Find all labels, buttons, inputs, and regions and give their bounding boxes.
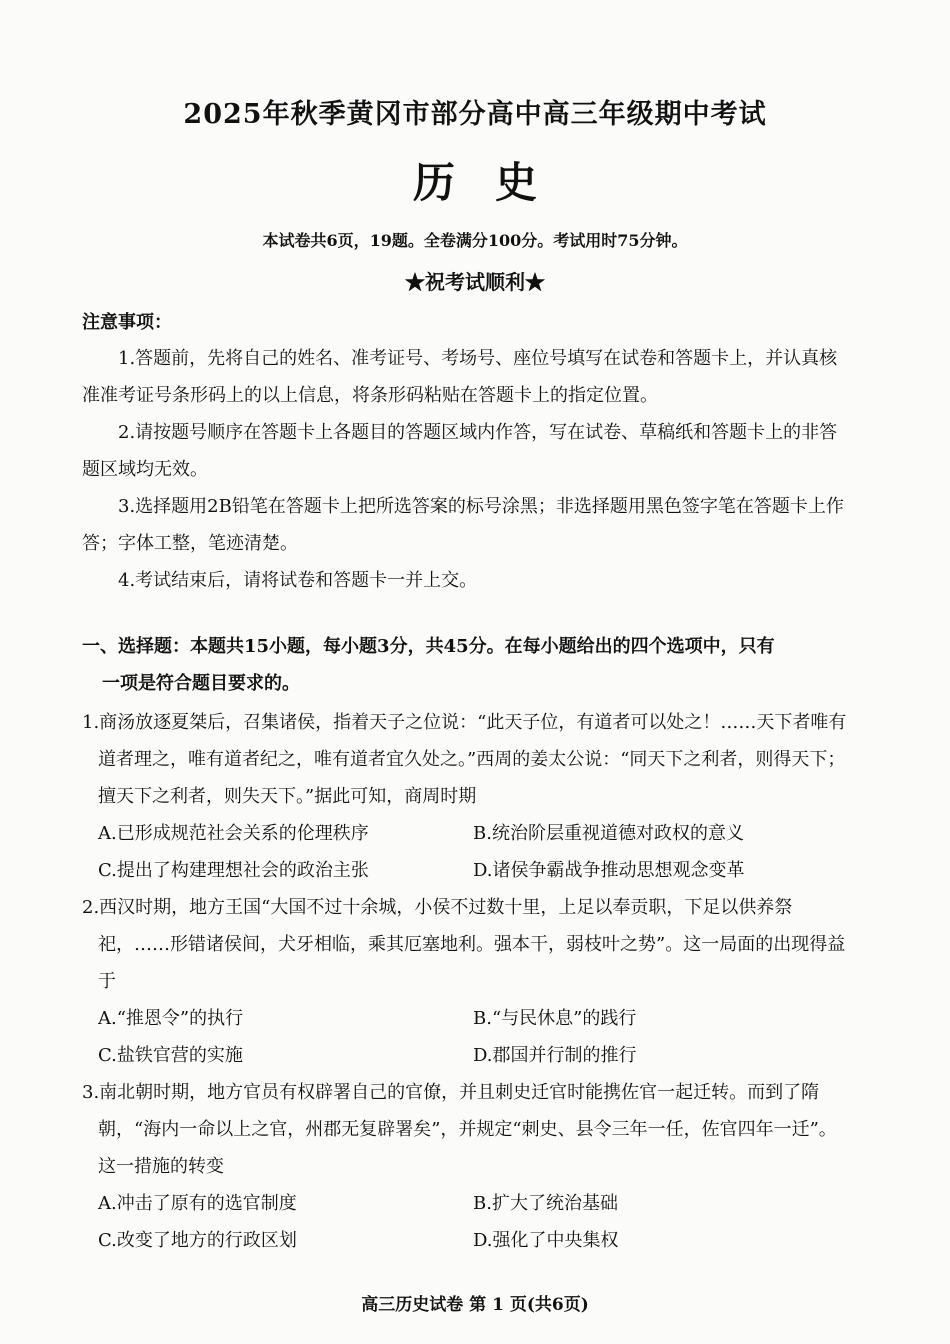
option-row	[82, 852, 852, 889]
option-d: D.强化了中央集权	[473, 1230, 619, 1251]
option-a: A.“推恩令”的执行	[98, 1008, 244, 1029]
option-row	[82, 1222, 852, 1259]
notice-item: 4.考试结束后，请将试卷和答题卡一并上交。	[118, 570, 478, 591]
page-footer: 高三历史试卷 第 1 页(共6页)	[361, 1295, 589, 1315]
option-c: C.盐铁官营的实施	[98, 1045, 243, 1066]
notice-item: 1.答题前，先将自己的姓名、准考证号、考场号、座位号填写在试卷和答题卡上，并认真核准准考证号条形码上的以上信息，将条形码粘贴在答题卡上的指定位置。	[82, 348, 838, 406]
option-b: B.“与民休息”的践行	[473, 1008, 637, 1029]
option-row	[82, 1000, 852, 1037]
option-d: D.郡国并行制的推行	[473, 1045, 637, 1066]
question-3	[82, 1074, 852, 1259]
option-a: A.冲击了原有的选官制度	[98, 1193, 297, 1214]
subject-title: 历史	[412, 158, 577, 207]
option-b: B.扩大了统治基础	[473, 1193, 618, 1214]
notice-item: 3.选择题用2B铅笔在答题卡上把所选答案的标号涂黑；非选择题用黑色签字笔在答题卡上作答；字体工整，笔迹清楚。	[82, 496, 844, 554]
section-heading	[82, 628, 852, 702]
blessing-line: ★祝考试顺利★	[405, 270, 545, 294]
section-heading-line2: 一项是符合题目要求的。	[102, 673, 300, 694]
section-heading-line1: 一、选择题：本题共15小题，每小题3分，共45分。在每小题给出的四个选项中，只有	[82, 636, 775, 657]
question-stem: 2.西汉时期，地方王国“大国不过十余城，小侯不过数十里，上足以奉贡职，下足以供养祭祀，……形错诸侯间，犬牙相临，乘其厄塞地利。强本干，弱枝叶之势”。这一局面的出现得益于	[82, 897, 846, 992]
exam-title: 2025年秋季黄冈市部分高中高三年级期中考试	[183, 99, 767, 130]
option-d: D.诸侯争霸战争推动思想观念变革	[473, 860, 745, 881]
option-c: C.提出了构建理想社会的政治主张	[98, 860, 369, 881]
question-list	[82, 704, 852, 1259]
option-row	[82, 815, 852, 852]
notice-item: 2.请按题号顺序在答题卡上各题目的答题区域内作答，写在试卷、草稿纸和答题卡上的非答题区域均无效。	[82, 422, 838, 480]
option-b: B.统治阶层重视道德对政权的意义	[473, 823, 744, 844]
option-row	[82, 1037, 852, 1074]
option-a: A.已形成规范社会关系的伦理秩序	[98, 823, 369, 844]
question-stem: 3.南北朝时期，地方官员有权辟署自己的官僚，并且刺史迁官时能携佐官一起迁转。而到了隋朝，“海内一命以上之官，州郡无复辟署矣”，并规定“刺史、县令三年一任，佐官四年一迁”。这一措施的转变	[82, 1082, 837, 1177]
notice-list	[82, 340, 852, 599]
question-2	[82, 889, 852, 1074]
option-row	[82, 1185, 852, 1222]
option-c: C.改变了地方的行政区划	[98, 1230, 297, 1251]
question-1	[82, 704, 852, 889]
question-stem: 1.商汤放逐夏桀后，召集诸侯，指着天子之位说：“此天子位，有道者可以处之！……天下者唯有道者理之，唯有道者纪之，唯有道者宜久处之。”西周的姜太公说：“同天下之利者，则得天下；擅天下之利者，则失天下。”据此可知，商周时期	[82, 712, 847, 807]
exam-info: 本试卷共6页，19题。全卷满分100分。考试用时75分钟。	[262, 231, 688, 250]
notice-heading: 注意事项：	[82, 312, 172, 333]
